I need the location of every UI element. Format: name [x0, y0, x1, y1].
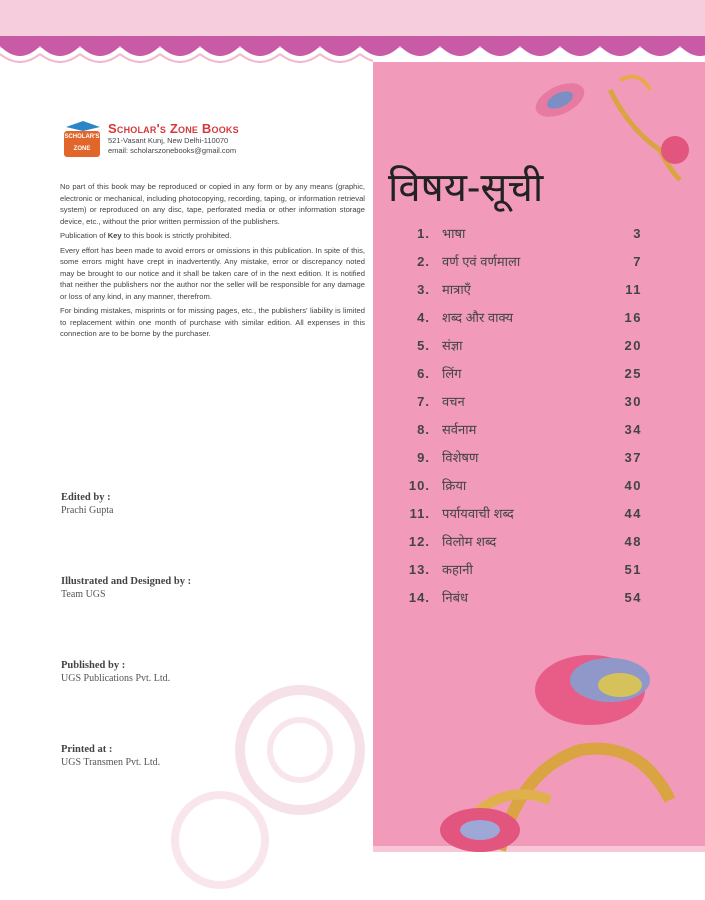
publisher-address: 521-Vasant Kunj, New Delhi-110070: [108, 136, 229, 145]
toc-item-number: 9.: [417, 449, 430, 465]
toc-item-page: 30: [624, 393, 642, 409]
toc-item-title: कहानी: [442, 562, 473, 577]
toc-item-number: 6.: [417, 365, 430, 381]
toc-item-number: 5.: [417, 337, 430, 353]
toc-item-title: लिंग: [442, 366, 462, 381]
legal-paragraph: No part of this book may be reproduced or copied in any form or by any means (graphic, electronic or mechanical, including photocopying, recording, taping, or information retrieval system) or reproduced on any disc, tape, perforated media or other information storage device, etc., without the prior written permission of the publishers.: [60, 182, 365, 226]
toc-item[interactable]: [388, 275, 642, 303]
legal-paragraph: [60, 230, 365, 242]
toc-item-number: 11.: [409, 505, 430, 521]
toc-item-number: 10.: [408, 477, 430, 493]
toc-item-page: 16: [624, 309, 642, 325]
legal-text: Publication of: [60, 231, 108, 240]
toc-item-title: विशेषण: [442, 450, 479, 465]
credit-value: Team UGS: [61, 589, 106, 600]
toc-item-page: 11: [625, 281, 642, 297]
toc-item-number: 4.: [417, 309, 430, 325]
credit-value: UGS Transmen Pvt. Ltd.: [61, 757, 161, 768]
toc-item[interactable]: [388, 331, 642, 359]
publisher-name: Scholar's Zone Books: [108, 121, 239, 136]
legal-paragraph: Every effort has been made to avoid errors or omissions in this publication. In spite of this, some errors might have crept in inadvertently. Any mistake, error or discrepancy noted may be brought to our notice and it shall be taken care of in the next edition. It is notified that neither the publishers nor the author nor the seller will be responsible for any damage or loss of any kind, in any manner, therefrom.: [60, 245, 365, 301]
toc-item-number: 13.: [408, 561, 430, 577]
table-of-contents: [388, 219, 642, 611]
toc-item-page: 34: [624, 421, 642, 437]
toc-item-page: 40: [624, 477, 642, 493]
copyright-notice: [60, 181, 365, 343]
toc-item-title: वचन: [442, 394, 465, 409]
toc-item-number: 3.: [417, 281, 430, 297]
toc-item[interactable]: [388, 247, 642, 275]
toc-item-title: शब्द और वाक्य: [442, 310, 514, 325]
legal-paragraph: For binding mistakes, misprints or for missing pages, etc., the publishers' liability is limited to replacement within one month of purchase with similar edition. All expenses in this connection are to be borne by the purchaser.: [60, 306, 365, 338]
toc-item-title: संज्ञा: [442, 338, 463, 353]
toc-item[interactable]: [388, 359, 642, 387]
publisher-logo-block: [62, 121, 239, 157]
faint-floral-watermark-icon: [150, 640, 380, 890]
toc-item-title: विलोम शब्द: [442, 534, 497, 549]
credit-value: Prachi Gupta: [61, 505, 114, 516]
toc-item-title: क्रिया: [442, 478, 467, 493]
toc-item-number: 14.: [408, 589, 430, 605]
credit-editor: [61, 492, 114, 516]
toc-item-page: 25: [624, 365, 642, 381]
legal-key-word: Key: [107, 231, 122, 240]
toc-item[interactable]: [388, 555, 642, 583]
toc-item-number: 1.: [417, 225, 430, 241]
toc-item-title: निबंध: [442, 590, 469, 605]
publisher-email: email: scholarszonebooks@gmail.com: [108, 146, 237, 155]
toc-item-page: 48: [624, 533, 642, 549]
toc-item-page: 54: [624, 589, 642, 605]
toc-item-number: 7.: [417, 393, 430, 409]
publisher-logo-icon: SCHOLAR'S ZONE: [62, 121, 102, 157]
credit-label: Published by :: [61, 660, 126, 671]
toc-item[interactable]: [388, 415, 642, 443]
toc-item[interactable]: [388, 219, 642, 247]
toc-item-page: 20: [624, 337, 642, 353]
toc-item-title: भाषा: [442, 226, 466, 241]
toc-item-page: 37: [624, 449, 642, 465]
toc-item[interactable]: [388, 499, 642, 527]
toc-item-title: मात्राएँ: [442, 282, 471, 297]
floral-top-right-icon: [520, 70, 700, 200]
credit-printer: [61, 744, 160, 768]
toc-item[interactable]: [388, 303, 642, 331]
toc-item-page: 51: [624, 561, 642, 577]
toc-item-number: 12.: [408, 533, 430, 549]
toc-item[interactable]: [388, 387, 642, 415]
credit-label: Illustrated and Designed by :: [61, 576, 192, 587]
credit-illustrator: [61, 576, 191, 600]
toc-item-number: 8.: [417, 421, 430, 437]
toc-item-page: 7: [633, 253, 642, 269]
toc-item-number: 2.: [417, 253, 430, 269]
toc-item-title: सर्वनाम: [442, 422, 477, 437]
floral-bottom-right-icon: [440, 630, 705, 855]
credit-label: Printed at :: [61, 744, 113, 755]
toc-item-title: पर्यायवाची शब्द: [442, 506, 514, 521]
toc-item[interactable]: [388, 443, 642, 471]
toc-item[interactable]: [388, 471, 642, 499]
toc-item[interactable]: [388, 527, 642, 555]
credit-value: UGS Publications Pvt. Ltd.: [61, 673, 171, 684]
legal-text: to this book is strictly prohibited.: [121, 231, 232, 240]
credit-publisher: [61, 660, 170, 684]
toc-item-title: वर्ण एवं वर्णमाला: [442, 254, 521, 269]
toc-title: विषय-सूची: [388, 165, 544, 211]
toc-item-page: 3: [633, 225, 642, 241]
toc-item-page: 44: [624, 505, 642, 521]
toc-item[interactable]: [388, 583, 642, 611]
credit-label: Edited by :: [61, 492, 111, 503]
